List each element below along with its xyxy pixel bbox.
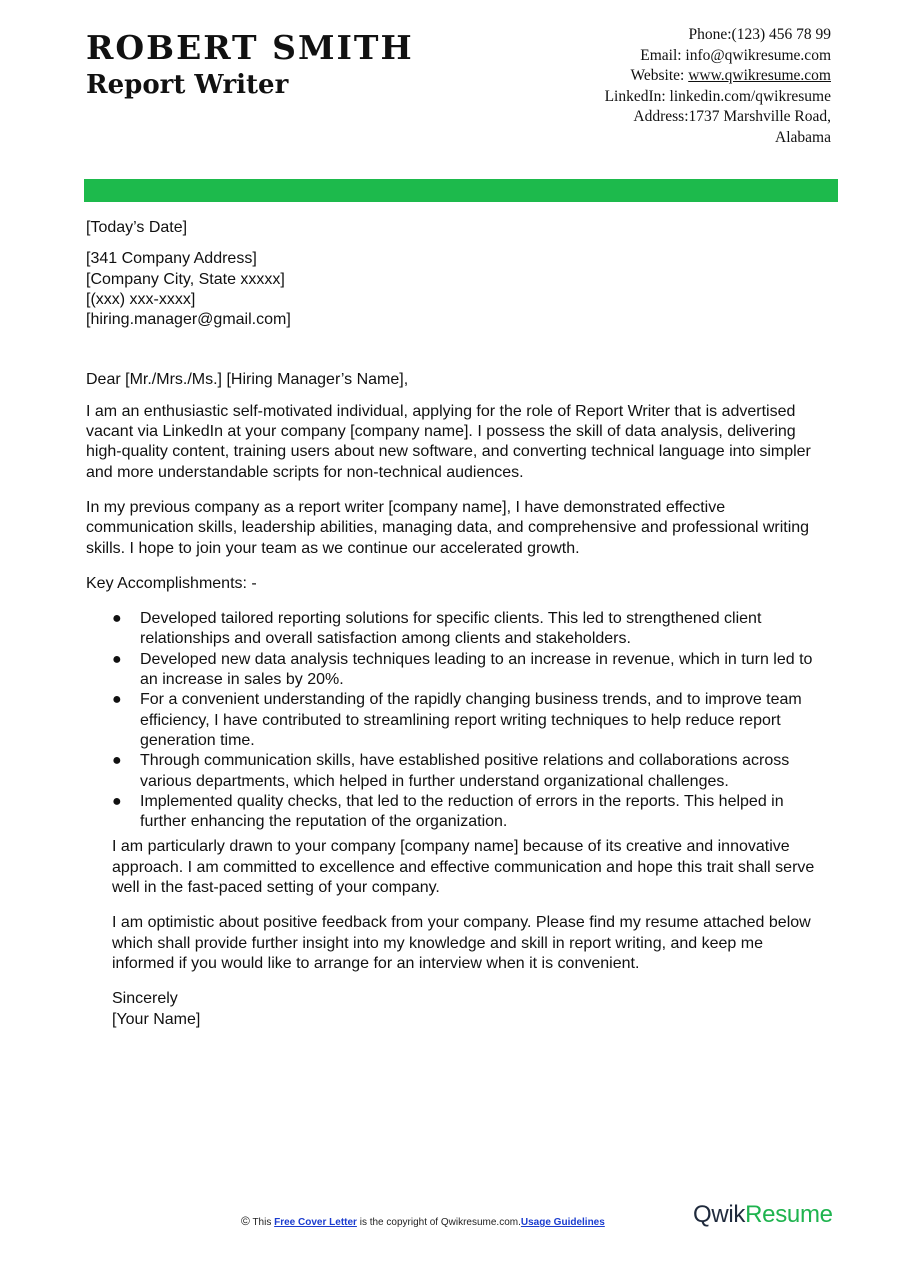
accent-divider-bar — [84, 179, 838, 202]
footer-text-middle: is the copyright of Qwikresume.com. — [356, 1217, 521, 1228]
job-title: Report Writer — [86, 70, 289, 100]
footer-text-before: This — [249, 1217, 275, 1228]
contact-linkedin: LinkedIn: linkedin.com/qwikresume — [604, 87, 831, 105]
bullet-icon: ● — [112, 752, 122, 770]
list-item — [86, 751, 826, 792]
letter-body — [86, 218, 826, 1030]
usage-guidelines-link[interactable]: Usage Guidelines — [520, 1217, 605, 1228]
copyright-icon: © — [241, 1214, 250, 1228]
list-item-text: Through communication skills, have established positive relations and collaborations across various departments, which helped in further understand organizational challenges. — [140, 752, 790, 790]
contact-email: Email: info@qwikresume.com — [640, 46, 831, 64]
logo-text-qwik: Qwik — [693, 1201, 746, 1228]
paragraph-closing: I am optimistic about positive feedback from your company. Please find my resume attached below which shall provide further insight into my knowledge and skill in report writing, and keep me informed if you would like to arrange for an interview when it is convenient. — [112, 914, 811, 972]
paragraph-motivation: I am particularly drawn to your company [company name] because of its creative and innovative approach. I am committed to excellence and effective communication and hope this trait shall serve well in the fast-paced setting of your company. — [112, 838, 815, 897]
bullet-icon: ● — [112, 650, 122, 668]
bullet-icon: ● — [112, 792, 122, 810]
logo-text-resume: Resume — [745, 1201, 833, 1228]
closing-word: Sincerely — [112, 990, 178, 1008]
qwikresume-logo — [693, 1201, 833, 1229]
recipient-line: [341 Company Address] — [86, 250, 257, 268]
contact-block — [451, 25, 831, 148]
contact-address-line1: Address:1737 Marshville Road, — [633, 108, 831, 125]
accomplishments-heading: Key Accomplishments: - — [86, 574, 257, 592]
website-label: Website: — [630, 67, 689, 84]
recipient-address — [86, 249, 826, 330]
paragraph-experience: In my previous company as a report writer [company name], I have demonstrated effective communication skills, leadership abilities, managing data, and comprehensive and professional writing skills. I hope to join your team as we continue our accelerated growth. — [86, 498, 810, 557]
free-cover-letter-link[interactable]: Free Cover Letter — [274, 1217, 357, 1228]
list-item — [86, 650, 826, 691]
contact-address-line2: Alabama — [775, 128, 831, 146]
letter-date: [Today’s Date] — [86, 219, 188, 236]
list-item — [86, 792, 826, 833]
bullet-icon: ● — [112, 610, 122, 628]
list-item-text: For a convenient understanding of the rapidly changing business trends, and to improve team efficiency, I have contributed to streamlining report writing techniques to help reduce report generation time. — [140, 691, 802, 749]
signature-name: [Your Name] — [112, 1010, 201, 1028]
recipient-line: [hiring.manager@gmail.com] — [86, 311, 291, 329]
salutation: Dear [Mr./Mrs./Ms.] [Hiring Manager’s Name], — [86, 371, 409, 389]
copyright-notice — [241, 1214, 605, 1228]
list-item-text: Developed new data analysis techniques leading to an increase in revenue, which in turn led to an increase in sales by 20%. — [140, 650, 813, 689]
candidate-name: ROBERT SMITH — [86, 28, 414, 67]
recipient-line: [Company City, State xxxxx] — [86, 270, 285, 288]
list-item-text: Developed tailored reporting solutions for specific clients. This led to strengthened client relationships and overall satisfaction among clients and stakeholders. — [140, 610, 762, 648]
list-item-text: Implemented quality checks, that led to the reduction of errors in the reports. This helped in further enhancing the reputation of the organization. — [140, 792, 784, 831]
accomplishments-list — [86, 609, 826, 832]
contact-phone: Phone:(123) 456 78 99 — [688, 26, 831, 43]
recipient-line: [(xxx) xxx-xxxx] — [86, 290, 196, 308]
contact-website — [451, 66, 831, 87]
list-item — [86, 690, 826, 751]
bullet-icon: ● — [112, 691, 122, 709]
list-item — [86, 609, 826, 650]
website-link[interactable]: www.qwikresume.com — [688, 67, 831, 84]
paragraph-intro: I am an enthusiastic self-motivated individual, applying for the role of Report Writer that is advertised vacant via LinkedIn at your company [company name]. I possess the skill of data analysis, delivering high-quality content, training users about new software, and converting technical language into simpler and more understandable scripts for non-technical audiences. — [86, 402, 811, 481]
